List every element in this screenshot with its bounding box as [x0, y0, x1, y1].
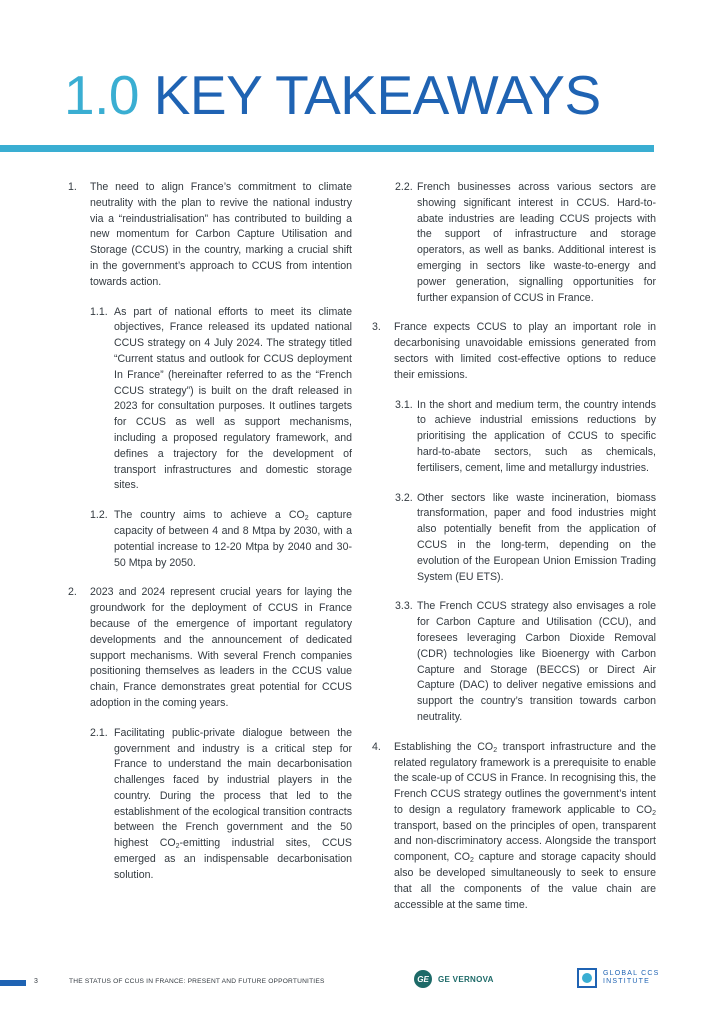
item-number: 4.: [372, 740, 381, 753]
ge-vernova-label: GE VERNOVA: [438, 974, 494, 984]
item-text: The country aims to achieve a $CO_2$ capture capacity of between 4 and 8 Mtpa by 2030, with a potential increase to 12-20 Mtpa by 2040 and 30-50 Mtpa by 2050.: [114, 509, 352, 569]
right-column: [372, 180, 656, 913]
section-title: KEY TAKEAWAYS: [153, 64, 601, 126]
item-text: As part of national efforts to meet its climate objectives, France released its updated national CCUS strategy on 4 July 2024. The strategy titled “Current status and outlook for CCUS deployment In France” (hereinafter referred to as the “French CCUS strategy”) is built on the draft released in 2023 for consultation purposes. It outlines targets for CCUS as well as support mechanisms, including a proposed regulatory framework, and defines a trajectory for the development of transport infrastructures and domestic storage sites.: [114, 305, 352, 492]
takeaway-2: [68, 585, 352, 711]
item-number: 3.2.: [395, 491, 413, 504]
ge-vernova-logo: [414, 970, 494, 988]
footer-accent-bar: [0, 980, 26, 986]
item-text: The need to align France’s commitment to climate neutrality with the plan to revive the national industry via a “reindustrialisation” has contributed to building a new momentum for Carbon Capture Utilisation and Storage (CCUS) in the country, marking a crucial shift in the government’s approach to CCUS from intention towards action.: [90, 181, 352, 288]
gccs-label: GLOBAL CCS INSTITUTE: [603, 969, 660, 985]
title-divider: [0, 145, 654, 152]
takeaway-3-1: [372, 398, 656, 477]
page-title: [64, 64, 601, 126]
item-text: Facilitating public-private dialogue between the government and industry is a critical step for France to understand the main decarbonisation challenges faced by industrial players in the country. During the process that led to the establishment of the ecological transition contracts between the French government and the 50 highest $CO_2$-emitting industrial sites, CCUS emerged as an indispensable decarbonisation solution.: [114, 726, 352, 881]
item-number: 3.1.: [395, 398, 413, 411]
footer-report-title: THE STATUS OF CCUS IN FRANCE: PRESENT AND FUTURE OPPORTUNITIES: [69, 978, 325, 985]
takeaway-2-2: [372, 180, 656, 306]
item-number: 1.: [68, 181, 77, 193]
item-text: French businesses across various sectors are showing significant interest in CCUS. Hard-to-abate industries are leading CCUS projects with the support of infrastructure and storage operators, as well as banks. Additional interest is emerging in sectors like waste-to-energy and power generation, signalling opportunities for further expansion of CCUS in France.: [417, 181, 656, 304]
item-text: In the short and medium term, the country intends to achieve industrial emissions reductions by prioritising the application of CCUS to specific hard-to-abate sectors, such as chemicals, fertilisers, cement, lime and metallurgy industries.: [417, 398, 656, 474]
item-number: 1.1.: [90, 305, 108, 318]
takeaway-2-1: [68, 726, 352, 884]
takeaway-1: [68, 180, 352, 291]
item-text: Other sectors like waste incineration, biomass transformation, paper and food industries might also potentially benefit from the application of CCUS in the long-term, depending on the evolution of the European Union Emission Trading System (EU ETS).: [417, 491, 656, 583]
takeaway-3: [372, 320, 656, 383]
item-text: The French CCUS strategy also envisages a role for Carbon Capture and Utilisation (CCU), and foresees leveraging Carbon Dioxide Removal (CDR) technologies like Bioenergy with Carbon Capture and Storage (BECCS) or Direct Air Capture (DAC) to deliver negative emissions and support the country’s transition towards carbon neutrality.: [417, 600, 656, 723]
takeaway-1-1: [68, 305, 352, 495]
ge-monogram-icon: GE: [414, 970, 432, 988]
item-text: Establishing the $CO_2$ transport infrastructure and the related regulatory framework is a prerequisite to enable the scale-up of CCUS in France. In recognising this, the French CCUS strategy outlines the government’s intent to design a regulatory framework applicable to $CO_2$ transport, based on the principles of open, transparent and non-discriminatory access. Alongside the transport component, $CO_2$ capture and storage capacity should also be developed simultaneously to seek to ensure that all the components of the value chain are accessible at the same time.: [394, 740, 656, 911]
item-number: 2.2.: [395, 181, 413, 193]
gccs-emblem-icon: [577, 968, 597, 988]
takeaway-3-2: [372, 491, 656, 586]
item-number: 3.3.: [395, 600, 413, 613]
takeaway-3-3: [372, 599, 656, 725]
item-number: 3.: [372, 321, 381, 334]
takeaway-1-2: [68, 508, 352, 571]
item-number: 1.2.: [90, 509, 108, 522]
page-number: 3: [34, 978, 38, 985]
item-text: France expects CCUS to play an important role in decarbonising unavoidable emissions generated from sectors with limited cost-effective options to reduce their emissions.: [394, 321, 656, 381]
item-number: 2.: [68, 586, 77, 599]
item-number: 2.1.: [90, 726, 108, 739]
left-column: [68, 180, 352, 884]
item-text: 2023 and 2024 represent crucial years for laying the groundwork for the deployment of CCUS in France because of the emergence of important regulatory developments and the announcement of dedicated support mechanisms. With several French companies positioning themselves as leaders in the CCUS value chain, France demonstrates great potential for CCUS adoption in the coming years.: [90, 586, 352, 709]
global-ccs-institute-logo: [577, 968, 659, 988]
takeaway-4: [372, 740, 656, 914]
section-number: 1.0: [64, 64, 139, 126]
